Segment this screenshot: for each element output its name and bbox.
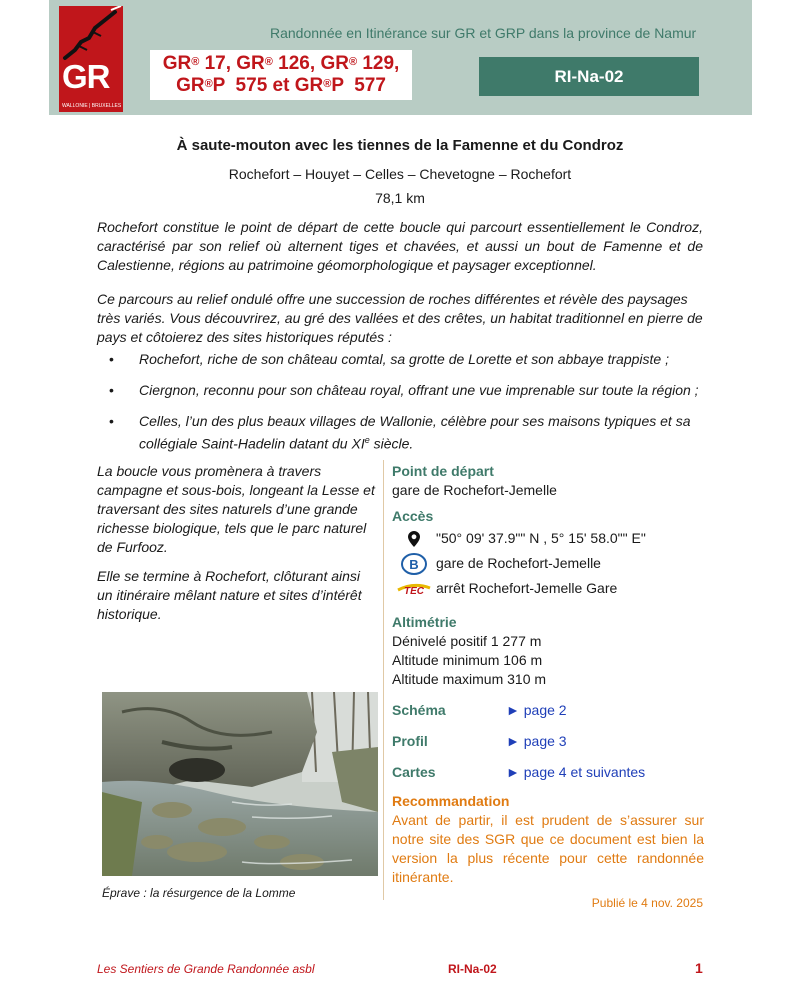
altimetrie-heading: Altimétrie bbox=[392, 614, 457, 630]
page-number: 1 bbox=[695, 960, 703, 976]
trail-codes-line2 bbox=[150, 75, 412, 97]
published-date: Publié le 4 nov. 2025 bbox=[591, 896, 703, 910]
trail-codes-line1 bbox=[150, 53, 412, 75]
cartes-link[interactable]: ► page 4 et suivantes bbox=[506, 764, 646, 780]
reference-badge: RI-Na-02 bbox=[479, 57, 699, 96]
list-item bbox=[97, 412, 703, 454]
page-title: À saute-mouton avec les tiennes de la Famenne et du Condroz bbox=[176, 137, 624, 154]
highlights-list bbox=[97, 350, 703, 466]
gr-logo bbox=[59, 6, 123, 112]
footer-reference: RI-Na-02 bbox=[448, 962, 497, 976]
list-item-text-end: siècle. bbox=[369, 435, 414, 452]
intro-paragraph-2: Ce parcours au relief ondulé offre une succession de roches différentes et révèle des paysages très variés. Vous découvrirez, au gré des vallées et des crêtes, un habitat traditionnel en pierre de pays et côtoierez des sites historiques réputés : bbox=[97, 291, 703, 345]
right-column bbox=[392, 462, 704, 887]
total-distance: 78,1 km bbox=[375, 190, 425, 206]
profil-link[interactable]: ► page 3 bbox=[506, 733, 567, 749]
cartes-row bbox=[392, 757, 704, 788]
recommandation-heading: Recommandation bbox=[392, 793, 510, 809]
river-photo bbox=[102, 692, 378, 876]
column-divider bbox=[383, 460, 384, 900]
trail-grp575-name: GR bbox=[176, 75, 205, 96]
altimetrie-max: Altitude maximum 310 m bbox=[392, 671, 547, 687]
profil-label: Profil bbox=[392, 733, 428, 749]
trail-gr17-num: 17, bbox=[199, 53, 237, 74]
trail-gr17-mark: ® bbox=[191, 56, 200, 68]
tec-bus-icon bbox=[392, 580, 436, 598]
depart-value: gare de Rochefort-Jemelle bbox=[392, 482, 557, 498]
schema-link[interactable]: ► page 2 bbox=[506, 702, 567, 718]
schema-row bbox=[392, 695, 704, 726]
logo-tagline: WALLONIE | BRUXELLES bbox=[62, 103, 122, 109]
coordinates-text: "50° 09' 37.9"" N , 5° 15' 58.0"" E" bbox=[436, 530, 646, 546]
acces-heading: Accès bbox=[392, 508, 434, 524]
access-bus-row bbox=[392, 576, 704, 601]
trail-gr129-num: 129, bbox=[357, 53, 400, 74]
left-paragraph-1: La boucle vous promènera à travers campagne et sous-bois, longeant la Lesse et traversant des sites naturels d’une grande richesse biologique, tels que le parc naturel de Furfooz. bbox=[97, 463, 375, 555]
left-column bbox=[97, 462, 379, 634]
trail-grp575-num: P 575 et bbox=[212, 75, 295, 96]
list-item: • Ciergnon, reconnu pour son château royal, offrant une vue imprenable sur toute la région ; bbox=[97, 381, 703, 400]
trail-grp577-num: P 577 bbox=[331, 75, 386, 96]
profil-row bbox=[392, 726, 704, 757]
sncb-train-icon bbox=[392, 553, 436, 575]
trail-gr129-mark: ® bbox=[348, 56, 358, 68]
schema-label: Schéma bbox=[392, 702, 446, 718]
trail-gr126-mark: ® bbox=[264, 56, 273, 68]
photo-caption: Éprave : la résurgence de la Lomme bbox=[102, 886, 296, 900]
century-superscript: e bbox=[364, 435, 370, 445]
intro-paragraph-1: Rochefort constitue le point de départ de cette boucle qui parcourt essentiellement le Condroz, caractérisé par son relief où alternent tiges et chavées, et aussi un bout de Famenne et de Calestienne, régions au patrimoine géomorphologique et paysager exceptionnel. bbox=[97, 219, 703, 273]
left-paragraph-2: Elle se termine à Rochefort, clôturant ainsi un itinéraire mêlant nature et sites d’intérêt historique. bbox=[97, 568, 362, 622]
altimetrie-gain: Dénivelé positif 1 277 m bbox=[392, 633, 542, 649]
header-subtitle: Randonnée en Itinérance sur GR et GRP dans la province de Namur bbox=[270, 25, 697, 41]
access-train-row bbox=[392, 551, 704, 576]
train-station-text: gare de Rochefort-Jemelle bbox=[436, 555, 601, 571]
location-pin-icon bbox=[392, 531, 436, 547]
trail-grp575-mark: ® bbox=[204, 78, 213, 90]
bus-stop-text: arrêt Rochefort-Jemelle Gare bbox=[436, 580, 618, 596]
hiker-mark-icon bbox=[59, 6, 123, 66]
trail-gr17-name: GR bbox=[162, 53, 192, 74]
altimetrie-min: Altitude minimum 106 m bbox=[392, 652, 543, 668]
cartes-label: Cartes bbox=[392, 764, 436, 780]
logo-text: GR bbox=[62, 58, 110, 95]
tec-label: TEC bbox=[404, 585, 424, 597]
trail-gr126-num: 126, bbox=[272, 53, 321, 74]
list-item: • Rochefort, riche de son château comtal, sa grotte de Lorette et son abbaye trappiste ; bbox=[97, 350, 703, 369]
recommandation-text: Avant de partir, il est prudent de s’assurer sur notre site des SGR que ce document est bien la version la plus récente pour cette randonnée itinérante. bbox=[392, 812, 704, 885]
route-stages: Rochefort – Houyet – Celles – Chevetogne – Rochefort bbox=[228, 166, 572, 182]
sncb-letter: B bbox=[409, 556, 419, 572]
depart-heading: Point de départ bbox=[392, 463, 494, 479]
trail-grp577-name: GR bbox=[294, 75, 324, 96]
list-item-text: Celles, l’un des plus beaux villages de Wallonie, célèbre pour ses maisons typiques et sa collégiale Saint-Hadelin datant du XI bbox=[139, 413, 691, 452]
trail-gr126-name: GR bbox=[236, 53, 265, 74]
trail-gr129-name: GR bbox=[320, 53, 349, 74]
access-coordinates-row bbox=[392, 526, 704, 551]
trail-codes-box bbox=[150, 50, 412, 100]
footer-organisation: Les Sentiers de Grande Randonnée asbl bbox=[97, 962, 315, 976]
trail-grp577-mark: ® bbox=[323, 78, 332, 90]
